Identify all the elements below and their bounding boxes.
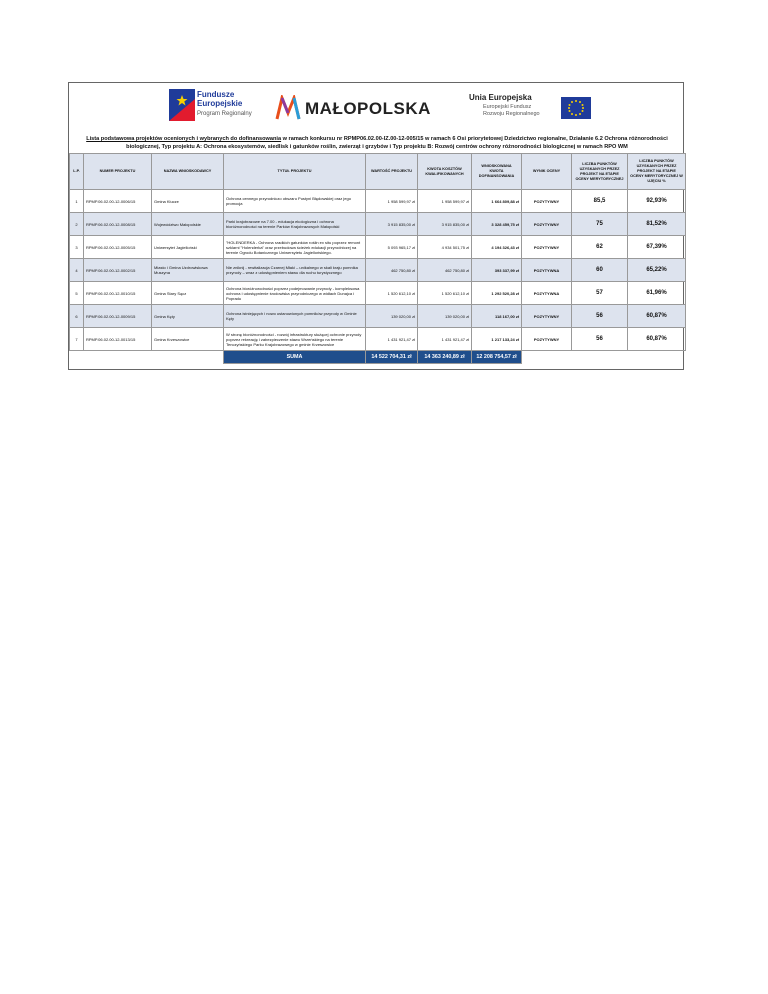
table-row — [70, 259, 686, 282]
cell-procent: 61,96% — [628, 282, 686, 305]
sum-empty — [522, 351, 686, 364]
header-wnioskodawca: NAZWA WNIOSKODAWCY — [152, 154, 224, 190]
table-row — [70, 328, 686, 351]
header-punkty: LICZBA PUNKTÓW UZYSKANYCH PRZEZ PROJEKT NA ETAPIE OCENY MERYTORYCZNEJ — [572, 154, 628, 190]
ue-line3: Rozwoju Regionalnego — [483, 111, 540, 117]
sum-row — [70, 351, 686, 364]
cell-tytul: Ochrona istniejących i nowo ustanowionych pomników przyrody w Gminie Kęty — [224, 305, 366, 328]
cell-numer: RPMP.06.02.00-12-0002/15 — [84, 259, 152, 282]
fe-line1: Fundusze — [197, 90, 235, 99]
cell-wynik: POZYTYWNA — [522, 259, 572, 282]
eu-flag-icon — [561, 97, 591, 119]
cell-tytul: Parki krajobrazowe na 7.00 - edukacja ekologiczna i ochrona bioróżnorodności na terenie Parków Krajobrazowych Małopolski — [224, 213, 366, 236]
cell-lp: 4 — [70, 259, 84, 282]
header-kwalifikowane: KWOTA KOSZTÓW KWALIFIKOWANYCH — [418, 154, 472, 190]
header-dofinansowanie: WNIOSKOWANA KWOTA DOFINANSOWANIA — [472, 154, 522, 190]
header-procent: LICZBA PUNKTÓW UZYSKANYCH PRZEZ PROJEKT NA ETAPIE OCENY MERYTORYCZNEJ W UJĘCIU % — [628, 154, 686, 190]
fe-line2: Europejskie — [197, 99, 243, 108]
ue-line2: Europejski Fundusz — [483, 104, 532, 110]
cell-kwalifikowane: 4 934 501,75 zł — [418, 236, 472, 259]
cell-kwalifikowane: 462 750,80 zł — [418, 259, 472, 282]
cell-wartosc: 1 431 921,47 zł — [366, 328, 418, 351]
cell-wnioskodawca: Gmina Kęty — [152, 305, 224, 328]
header-lp: L.P. — [70, 154, 84, 190]
cell-procent: 92,93% — [628, 190, 686, 213]
sum-wartosc: 14 522 704,31 zł — [366, 351, 418, 364]
table-row — [70, 190, 686, 213]
cell-numer: RPMP.06.02.00-12-0005/15 — [84, 236, 152, 259]
cell-procent: 67,39% — [628, 236, 686, 259]
projects-table — [69, 153, 686, 364]
table-row — [70, 213, 686, 236]
cell-wnioskodawca: Gmina Klucze — [152, 190, 224, 213]
cell-dofinansowanie: 118 167,00 zł — [472, 305, 522, 328]
ue-line1: Unia Europejska — [469, 93, 532, 102]
fe-star-flag-icon — [169, 89, 195, 121]
cell-dofinansowanie: 3 328 459,75 zł — [472, 213, 522, 236]
cell-punkty: 56 — [572, 305, 628, 328]
fe-line3: Program Regionalny — [197, 111, 252, 117]
cell-tytul: Nie zniknij - rewitalizacja Czarnej Młaki – unikalnego w skali kraju pomnika przyrody – wraz z udostępnieniem stawu dla ruchu turystycznego — [224, 259, 366, 282]
cell-kwalifikowane: 1 958 599,97 zł — [418, 190, 472, 213]
cell-numer: RPMP.06.02.00-12-0013/15 — [84, 328, 152, 351]
header-wynik: WYNIK OCENY — [522, 154, 572, 190]
header-wartosc: WARTOŚĆ PROJEKTU — [366, 154, 418, 190]
cell-wynik: POZYTYWNY — [522, 305, 572, 328]
cell-kwalifikowane: 1 431 921,47 zł — [418, 328, 472, 351]
cell-dofinansowanie: 1 217 133,24 zł — [472, 328, 522, 351]
table-body — [70, 190, 686, 364]
cell-wynik: POZYTYWNY — [522, 213, 572, 236]
cell-dofinansowanie: 1 292 520,28 zł — [472, 282, 522, 305]
document-title — [69, 135, 685, 151]
title-rest: w ramach konkursu nr RPMP06.02.00-IZ.00-12-005/15 w ramach 6 Osi priorytetowej Dziedzictwo regionalne, Działanie 6.2 Ochrona różnorodności biologicznej, Typ projektu A: Ochrona ekosystemów, siedlisk i gatunków roślin, zwierząt i grzybów i Typ projektu B: Rozwój centrów ochrony różnorodności biologicznej w ramach RPO WM — [126, 136, 668, 150]
cell-wnioskodawca: Województwo Małopolskie — [152, 213, 224, 236]
logo-bar — [69, 83, 685, 133]
cell-wynik: POZYTYWNY — [522, 328, 572, 351]
cell-kwalifikowane: 3 915 835,00 zł — [418, 213, 472, 236]
cell-lp: 7 — [70, 328, 84, 351]
table-row — [70, 236, 686, 259]
sum-dofinansowanie: 12 208 754,57 zł — [472, 351, 522, 364]
cell-wynik: POZYTYWNA — [522, 282, 572, 305]
cell-wartosc: 139 020,00 zł — [366, 305, 418, 328]
table-row — [70, 305, 686, 328]
cell-numer: RPMP.06.02.00-12-0009/15 — [84, 305, 152, 328]
sum-empty — [70, 351, 224, 364]
cell-lp: 1 — [70, 190, 84, 213]
header-numer: NUMER PROJEKTU — [84, 154, 152, 190]
unia-europejska-logo — [469, 93, 594, 129]
sum-kwalifikowane: 14 363 240,89 zł — [418, 351, 472, 364]
cell-procent: 65,22% — [628, 259, 686, 282]
cell-lp: 5 — [70, 282, 84, 305]
document-sheet — [68, 82, 684, 370]
cell-wartosc: 462 750,80 zł — [366, 259, 418, 282]
malopolska-wordmark: MAŁOPOLSKA — [305, 99, 431, 118]
cell-tytul: Ochrona bioróżnorodności poprzez podejmowanie przyrody - kompleksowa ochrona i udostępnienie środowiska przyrodniczego w widłach Dunajca i Popradu — [224, 282, 366, 305]
cell-tytul: W stronę bioróżnorodności - rozwój infrastruktury służącej ochronie przyrody poprzez rekreację i zabezpieczenie stawu Wrzeńskiego na terenie Tenczyńskiego Parku Krajobrazowego w gminie Krzeszowice — [224, 328, 366, 351]
cell-kwalifikowane: 139 020,00 zł — [418, 305, 472, 328]
cell-numer: RPMP.06.02.00-12-0010/15 — [84, 282, 152, 305]
cell-wartosc: 3 915 835,00 zł — [366, 213, 418, 236]
cell-punkty: 57 — [572, 282, 628, 305]
fundusze-europejskie-logo — [169, 89, 269, 127]
cell-procent: 81,52% — [628, 213, 686, 236]
cell-wartosc: 1 520 612,10 zł — [366, 282, 418, 305]
cell-punkty: 62 — [572, 236, 628, 259]
header-tytul: TYTUŁ PROJEKTU — [224, 154, 366, 190]
title-lead: Lista podstawowa projektów ocenionych i wybranych do dofinansowania — [86, 136, 282, 142]
cell-kwalifikowane: 1 520 612,10 zł — [418, 282, 472, 305]
cell-wnioskodawca: Gmina Krzeszowice — [152, 328, 224, 351]
cell-wartosc: 1 958 599,97 zł — [366, 190, 418, 213]
cell-dofinansowanie: 4 194 326,43 zł — [472, 236, 522, 259]
cell-punkty: 56 — [572, 328, 628, 351]
cell-wynik: POZYTYWNY — [522, 236, 572, 259]
cell-numer: RPMP.06.02.00-12-0008/15 — [84, 213, 152, 236]
sum-label: SUMA — [224, 351, 366, 364]
cell-punkty: 75 — [572, 213, 628, 236]
malopolska-mark-icon — [275, 95, 301, 121]
cell-wnioskodawca: Miasto i Gmina Uzdrowiskowa Muszyna — [152, 259, 224, 282]
cell-punkty: 85,5 — [572, 190, 628, 213]
table-row — [70, 282, 686, 305]
cell-procent: 60,87% — [628, 328, 686, 351]
table-header-row — [70, 154, 686, 190]
cell-wynik: POZYTYWNY — [522, 190, 572, 213]
cell-lp: 6 — [70, 305, 84, 328]
cell-wartosc: 5 093 965,17 zł — [366, 236, 418, 259]
cell-punkty: 60 — [572, 259, 628, 282]
cell-tytul: Ochrona cennego przyrodniczo obszaru Pustyni Błędowskiej oraz jego promocja — [224, 190, 366, 213]
cell-dofinansowanie: 1 664 809,88 zł — [472, 190, 522, 213]
cell-numer: RPMP.06.02.00-12-0006/15 — [84, 190, 152, 213]
cell-wnioskodawca: Gmina Stary Sącz — [152, 282, 224, 305]
cell-dofinansowanie: 393 337,99 zł — [472, 259, 522, 282]
cell-lp: 3 — [70, 236, 84, 259]
cell-procent: 60,87% — [628, 305, 686, 328]
cell-tytul: "HOLENDERKA - Ochrona rzadkich gatunków roślin ex situ poprzez remont szklarni "Holenderka" oraz przebudowa ścieżek edukacji przyrodniczej na terenie Ogrodu Botanicznego Uniwersytetu Jagiellońskiego. — [224, 236, 366, 259]
malopolska-logo — [275, 95, 431, 125]
cell-wnioskodawca: Uniwersytet Jagielloński — [152, 236, 224, 259]
cell-lp: 2 — [70, 213, 84, 236]
